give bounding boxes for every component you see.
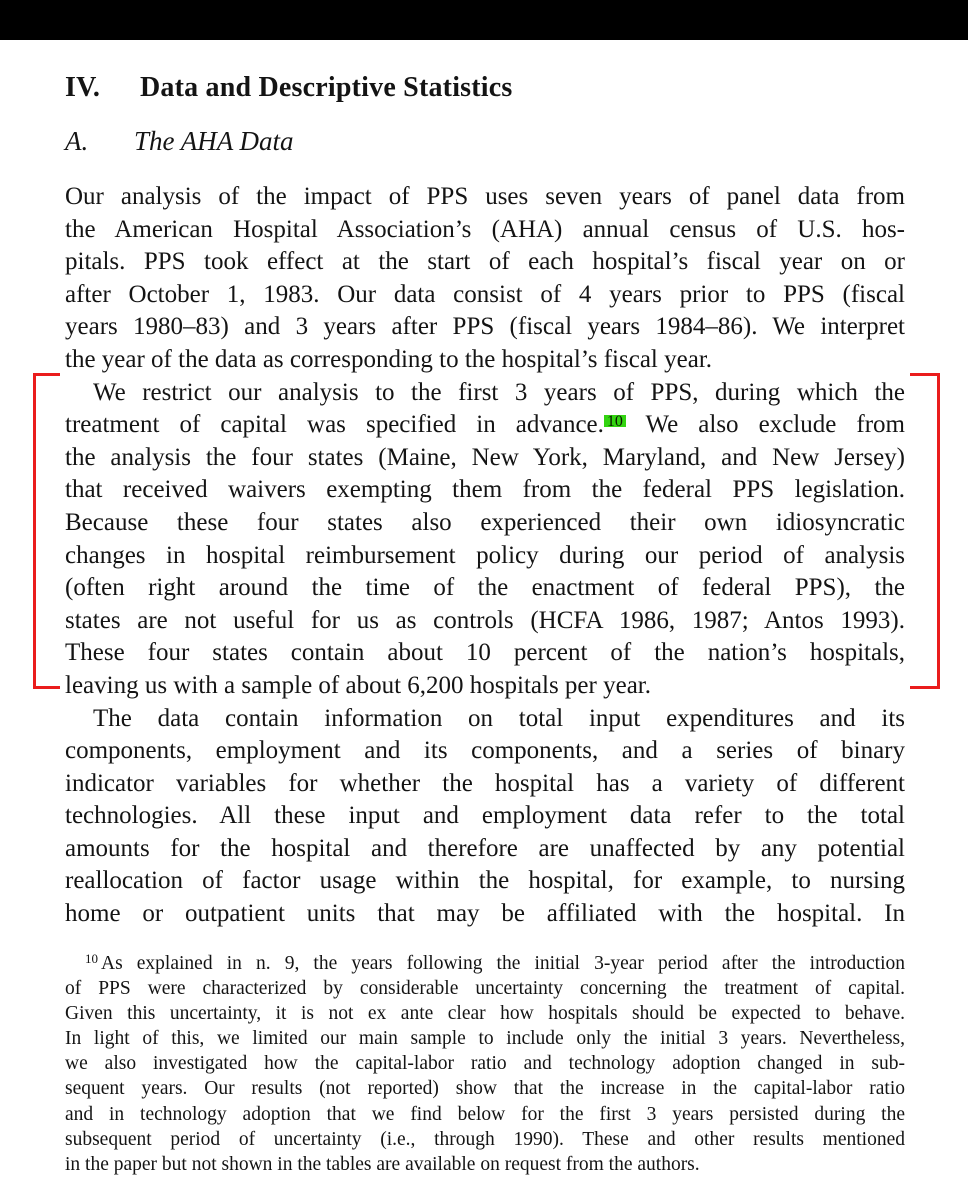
text-line: and in technology adoption that we find below for the first 3 years persisted during the [65,1103,905,1125]
margin-bracket-right [910,373,940,689]
text-line: we also investigated how the capital-labor ratio and technology adoption changed in sub- [65,1053,905,1075]
scan-top-bar [0,0,968,40]
text-line-with-footnote-ref [65,409,905,442]
text-line: changes in hospital reimbursement policy during our period of analysis [65,541,905,569]
text-line: years 1980–83) and 3 years after PPS (fiscal years 1984–86). We interpret [65,313,905,341]
margin-bracket-left [33,373,60,689]
text-line: in the paper but not shown in the tables are available on request from the authors. [65,1153,700,1175]
text-line: (often right around the time of the enactment of federal PPS), the [65,574,905,602]
text-line: the analysis the four states (Maine, New York, Maryland, and New Jersey) [65,443,905,471]
text-line: that received waivers exempting them from the federal PPS legislation. [65,476,905,504]
text-line: the year of the data as corresponding to the hospital’s fiscal year. [65,345,713,373]
text-line: Because these four states also experienced their own idiosyncratic [65,508,905,536]
paragraph-3 [65,703,905,931]
text-line: indicator variables for whether the hospital has a variety of different [65,769,905,797]
footnote-10 [65,951,905,1177]
text-line: reallocation of factor usage within the hospital, for example, to nursing [65,867,905,895]
text-line: pitals. PPS took effect at the start of each hospital’s fiscal year on or [65,248,905,276]
text-segment: We also exclude from [625,411,906,439]
text-line: the American Hospital Association’s (AHA) annual census of U.S. hos- [65,215,905,243]
text-line: amounts for the hospital and therefore are unaffected by any potential [65,834,905,862]
section-number: IV. [65,72,101,103]
text-line: leaving us with a sample of about 6,200 hospitals per year. [65,671,651,699]
text-line: In light of this, we limited our main sample to include only the initial 3 years. Nevertheless, [65,1028,905,1050]
section-heading [65,72,905,104]
text-line: after October 1, 1983. Our data consist of 4 years prior to PPS (fiscal [65,280,905,308]
text-line: home or outpatient units that may be affiliated with the hospital. In [65,900,905,928]
text-line: states are not useful for us as controls (HCFA 1986, 1987; Antos 1993). [65,606,905,634]
text-line: components, employment and its components, and a series of binary [65,737,905,765]
text-line: sequent years. Our results (not reported) show that the increase in the capital-labor ratio [65,1078,905,1100]
text-line: subsequent period of uncertainty (i.e., through 1990). These and other results mentioned [65,1128,905,1150]
paragraph-2-rest [65,442,905,703]
text-line: Our analysis of the impact of PPS uses seven years of panel data from [65,183,905,210]
footnote-ref-10-highlight[interactable]: 10 [604,415,626,427]
section-title: Data and Descriptive Statistics [140,72,513,103]
text-segment: As explained in n. 9, the years following the initial 3-year period after the introduction [101,953,905,974]
footnote-first-line [65,951,905,976]
text-line: of PPS were characterized by considerable uncertainty concerning the treatment of capital. [65,978,905,1000]
text-line: We restrict our analysis to the first 3 years of PPS, during which the [93,378,905,406]
body-text [65,181,905,931]
text-line: technologies. All these input and employment data refer to the total [65,802,905,830]
subsection-letter: A. [65,126,89,156]
subsection-title: The AHA Data [134,126,294,156]
subsection-heading [65,126,905,157]
paragraph-1 [65,181,905,377]
footnote-rest [65,976,905,1177]
text-line: Given this uncertainty, it is not ex ante clear how hospitals should be expected to behave. [65,1003,905,1025]
footnote-marker: 10 [85,951,98,966]
text-segment: treatment of capital was specified in advance. [65,411,604,439]
text-line: These four states contain about 10 percent of the nation’s hospitals, [65,639,905,667]
paragraph-2 [65,377,905,703]
text-line: The data contain information on total input expenditures and its [93,704,905,732]
